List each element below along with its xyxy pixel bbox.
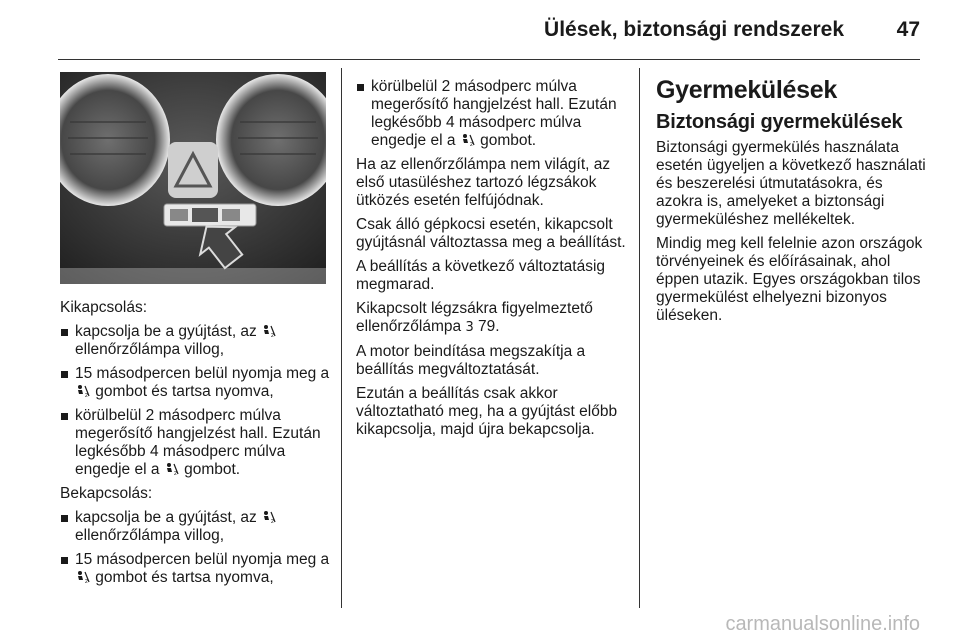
header-rule — [58, 59, 920, 60]
paragraph-lamp-off: Ha az ellenőrzőlámpa nem világít, az első utasüléshez tartozó légzsákok ütközés esetén felfújódnak. — [356, 156, 611, 209]
on-label: Bekapcsolás: — [60, 485, 153, 502]
svg-text:2: 2 — [85, 579, 88, 584]
paragraph-setting-kept: A beállítás a következő változtatásig megmarad. — [356, 258, 606, 293]
paragraph-ignition-reset: Ezután a beállítás csak akkor változtatható meg, ha a gyújtást előbb kikapcsolja, majd újra bekapcsolja. — [356, 385, 618, 438]
on-step-2: 15 másodpercen belül nyomja meg a 2 gombot és tartsa nyomva, — [60, 551, 330, 587]
airbag-off-icon — [165, 462, 179, 476]
svg-text:2: 2 — [85, 393, 88, 398]
airbag-off-icon — [76, 570, 90, 584]
svg-text:2: 2 — [469, 142, 473, 147]
on-step-3: körülbelül 2 másodperc múlva megerősítő hangjelzést hall. Ezután legkésőbb 4 másodperc múlva engedje el a 2 gombot. — [356, 78, 630, 150]
paragraph-engine-start: A motor beindítása megszakítja a beállítás megváltoztatását. — [356, 343, 586, 378]
subsection-title: Biztonsági gyermekülések — [656, 111, 903, 133]
paragraph-country-laws: Mindig meg kell felelnie azon országok törvényeinek és előírásainak, ahol éppen utazik. Egyes országokban tilos gyermekülést elhelyezni bizonyos üléseken. — [656, 235, 923, 324]
page-reference-icon[interactable]: 3 — [465, 320, 474, 335]
dashboard-drawing — [60, 72, 326, 284]
watermark: carmanualsonline.info — [725, 613, 920, 635]
off-step-3: körülbelül 2 másodperc múlva megerősítő hangjelzést hall. Ezután legkésőbb 4 másodperc múlva engedje el a 2 gombot. — [60, 407, 330, 479]
column-divider-1 — [341, 68, 342, 608]
paragraph-change-setting: Csak álló gépkocsi esetén, kikapcsolt gyújtásnál változtassa meg a beállítást. — [356, 216, 626, 251]
page-number: 47 — [896, 18, 920, 41]
page-reference-link[interactable]: 79. — [473, 318, 500, 335]
column-1 — [60, 299, 330, 593]
page-header — [58, 14, 920, 50]
paragraph-warning-lamp: Kikapcsolt légzsákra figyelmeztető ellenőrzőlámpa 3 79. — [356, 300, 593, 335]
column-divider-2 — [639, 68, 640, 608]
dashboard-illustration — [60, 72, 326, 284]
airbag-off-icon — [262, 324, 276, 338]
airbag-off-icon — [262, 510, 276, 524]
column-3 — [656, 75, 926, 331]
airbag-off-icon — [461, 133, 475, 147]
column-2 — [356, 78, 630, 445]
svg-text:2: 2 — [173, 471, 177, 476]
section-title: Gyermekülések — [656, 76, 837, 104]
off-step-1: kapcsolja be a gyújtást, az 2 ellenőrzőlámpa villog, — [60, 323, 330, 359]
svg-text:2: 2 — [271, 519, 274, 524]
page-title: Ülések, biztonsági rendszerek — [544, 18, 844, 41]
off-step-2: 15 másodpercen belül nyomja meg a 2 gombot és tartsa nyomva, — [60, 365, 330, 401]
on-step-1: kapcsolja be a gyújtást, az 2 ellenőrzőlámpa villog, — [60, 509, 330, 545]
paragraph-child-seat-instructions: Biztonsági gyermekülés használata esetén ügyeljen a következő használati és beszerelési útmutatásokra, és azokra is, amelyeket a biztonsági gyermeküléshez mellékeltek. — [656, 139, 926, 228]
off-label: Kikapcsolás: — [60, 299, 148, 316]
svg-text:2: 2 — [271, 333, 274, 338]
airbag-off-button — [192, 208, 218, 222]
airbag-off-icon — [76, 384, 90, 398]
